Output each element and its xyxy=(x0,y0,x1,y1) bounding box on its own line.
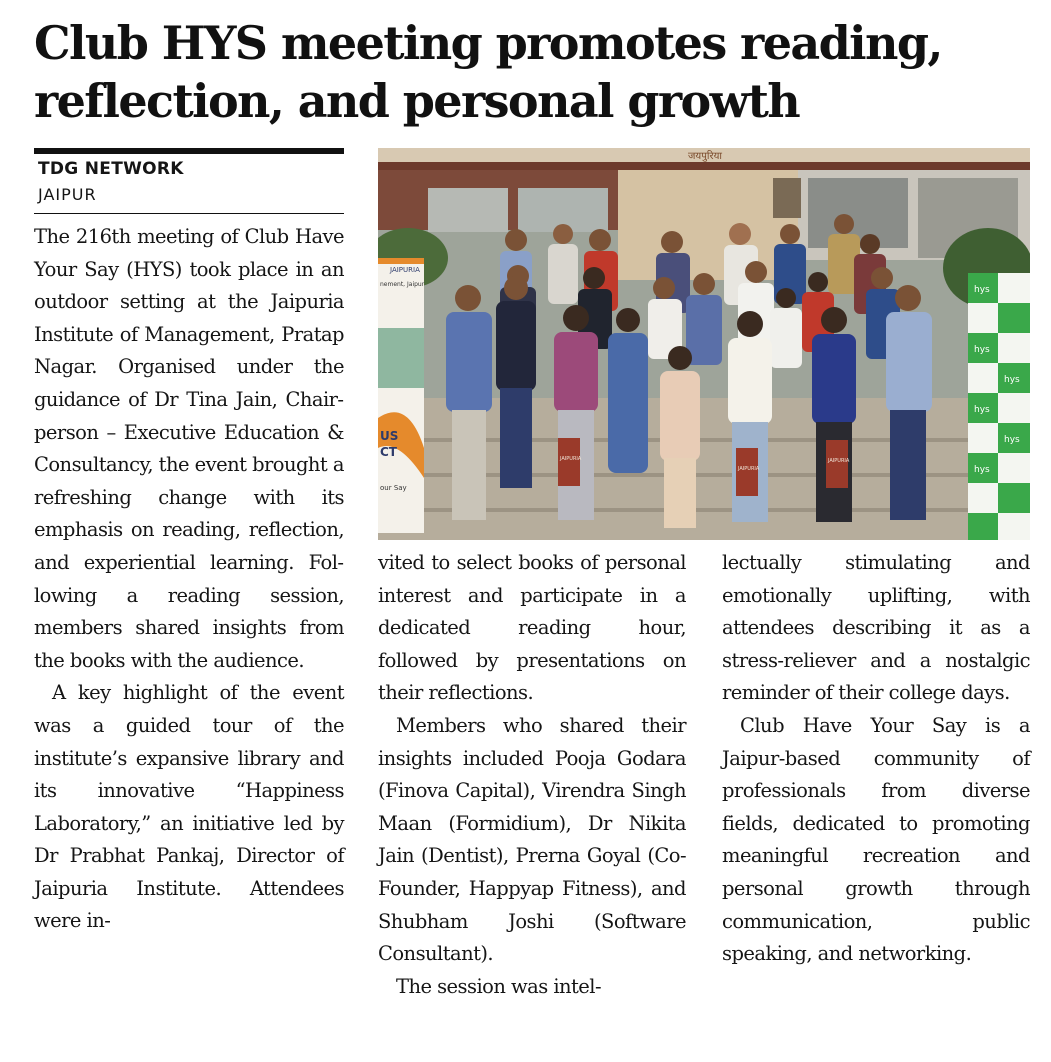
article-column-3 xyxy=(722,547,1030,1041)
banner-left-text-2: CT xyxy=(380,445,397,459)
headline xyxy=(34,14,1034,130)
dateline-rule xyxy=(34,213,344,214)
paragraph: Club Have Your Say is a Jaipur-based community of professionals from diverse fields, dedicated to promoting meaningful recreation and personal growth through communication, public speaking, and networking. xyxy=(722,713,1030,966)
article-column-1 xyxy=(34,221,344,1041)
group-photo-illustration xyxy=(378,148,1030,540)
byline: TDG NETWORK xyxy=(38,159,184,179)
paragraph: lectually stimulating and emotionally uplifting, with attendees describing it as a stress-reliever and a nostalgic reminder of their college days. xyxy=(722,551,1030,705)
headline-line-1: Club HYS meeting promotes reading, xyxy=(34,16,942,70)
hys-logo: hys xyxy=(974,465,990,475)
hys-logo: hys xyxy=(1004,375,1020,385)
bag-label: JAIPURIA xyxy=(828,458,850,464)
paragraph: The 216th meeting of Club Have Your Say (HYS) took place in an outdoor setting at the Jaipuria Institute of Management, Pratap Nagar. Organised under the guidance of Dr Tina Jain, Chairperson – Executive Education & Consultancy, the event brought a refreshing change with its emphasis on reading, reflection, and experiential learning. Following a reading session, members shared insights from the books with the audience. xyxy=(34,225,344,672)
hys-logo: hys xyxy=(974,405,990,415)
banner-left-sub: nement, Jaipur xyxy=(380,281,425,288)
hys-logo: hys xyxy=(974,345,990,355)
hys-logo: hys xyxy=(1004,435,1020,445)
headline-line-2: reflection, and personal growth xyxy=(34,74,800,128)
paragraph: vited to select books of personal interest and participate in a dedicated reading hour, followed by presentations on their reflections. xyxy=(378,551,686,705)
hys-logo: hys xyxy=(974,285,990,295)
bag-label: JAIPURIA xyxy=(560,456,582,462)
byline-rule xyxy=(34,148,344,154)
banner-left-text-3: our Say xyxy=(380,484,407,492)
building-sign: जयपुरिया xyxy=(688,151,722,162)
banner-left-text-1: US xyxy=(380,429,399,443)
banner-left-logo: JAIPURIA xyxy=(390,266,420,274)
article-column-2 xyxy=(378,547,686,1041)
paragraph: Members who shared their insights included Pooja Godara (Finova Capital), Virendra Singh Maan (Formidium), Dr Nikita Jain (Dentist), Prerna Goyal (Co-Founder, Happyap Fitness), and Shubham Joshi (Software Consultant). xyxy=(378,713,686,966)
bag-label: JAIPURIA xyxy=(738,466,760,472)
paragraph: A key highlight of the event was a guided tour of the institute’s expansive library and its innovative “Happiness Laboratory,” an initiative led by Dr Prabhat Pankaj, Director of Jaipuria Institute. Attendees were in- xyxy=(34,681,344,933)
paragraph: The session was intel- xyxy=(396,974,602,998)
dateline: JAIPUR xyxy=(38,185,97,204)
group-photo xyxy=(378,148,1030,540)
